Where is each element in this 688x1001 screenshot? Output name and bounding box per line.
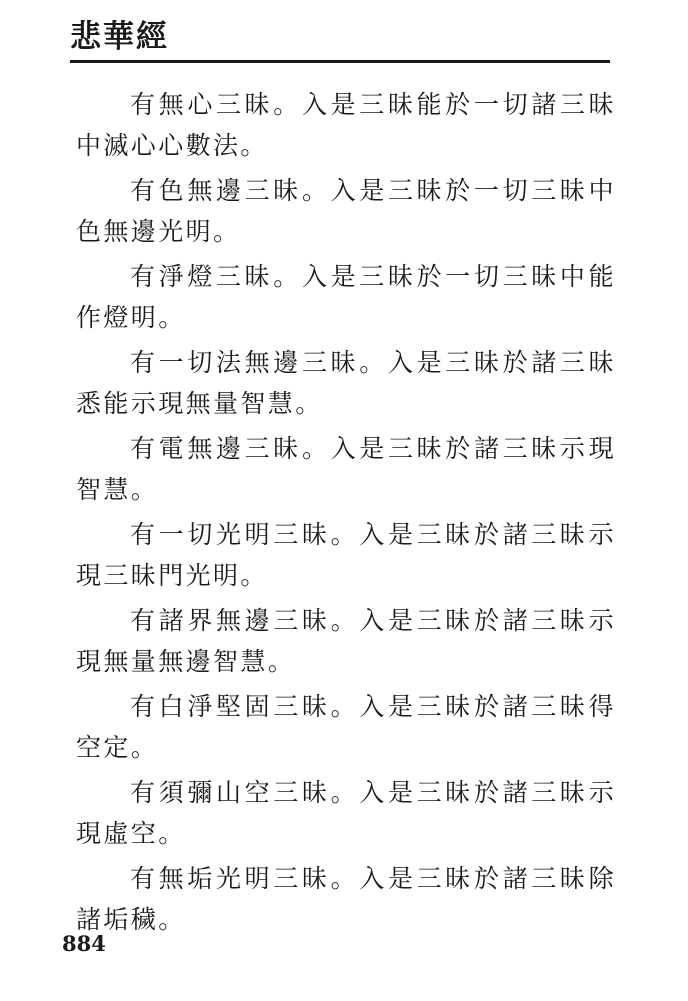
page-header-title: 悲華經 <box>70 19 169 55</box>
paragraph: 有一切法無邊三昧。入是三昧於諸三昧悉能示現無量智慧。 <box>76 348 616 418</box>
paragraph: 有白淨堅固三昧。入是三昧於諸三昧得空定。 <box>76 692 616 762</box>
paragraph: 有須彌山空三昧。入是三昧於諸三昧示現虛空。 <box>76 778 616 848</box>
paragraph: 有電無邊三昧。入是三昧於諸三昧示現智慧。 <box>76 434 616 504</box>
paragraph: 有無垢光明三昧。入是三昧於諸三昧除諸垢穢。 <box>76 864 616 934</box>
paragraph: 有諸界無邊三昧。入是三昧於諸三昧示現無量無邊智慧。 <box>76 606 616 676</box>
paragraph: 有無心三昧。入是三昧能於一切諸三昧中滅心心數法。 <box>76 90 616 160</box>
paragraph: 有淨燈三昧。入是三昧於一切三昧中能作燈明。 <box>76 262 616 332</box>
page-number: 884 <box>62 931 106 956</box>
paragraph: 有色無邊三昧。入是三昧於一切三昧中色無邊光明。 <box>76 176 616 246</box>
header-divider <box>70 60 610 63</box>
paragraph: 有一切光明三昧。入是三昧於諸三昧示現三昧門光明。 <box>76 520 616 590</box>
page-body <box>76 84 616 944</box>
